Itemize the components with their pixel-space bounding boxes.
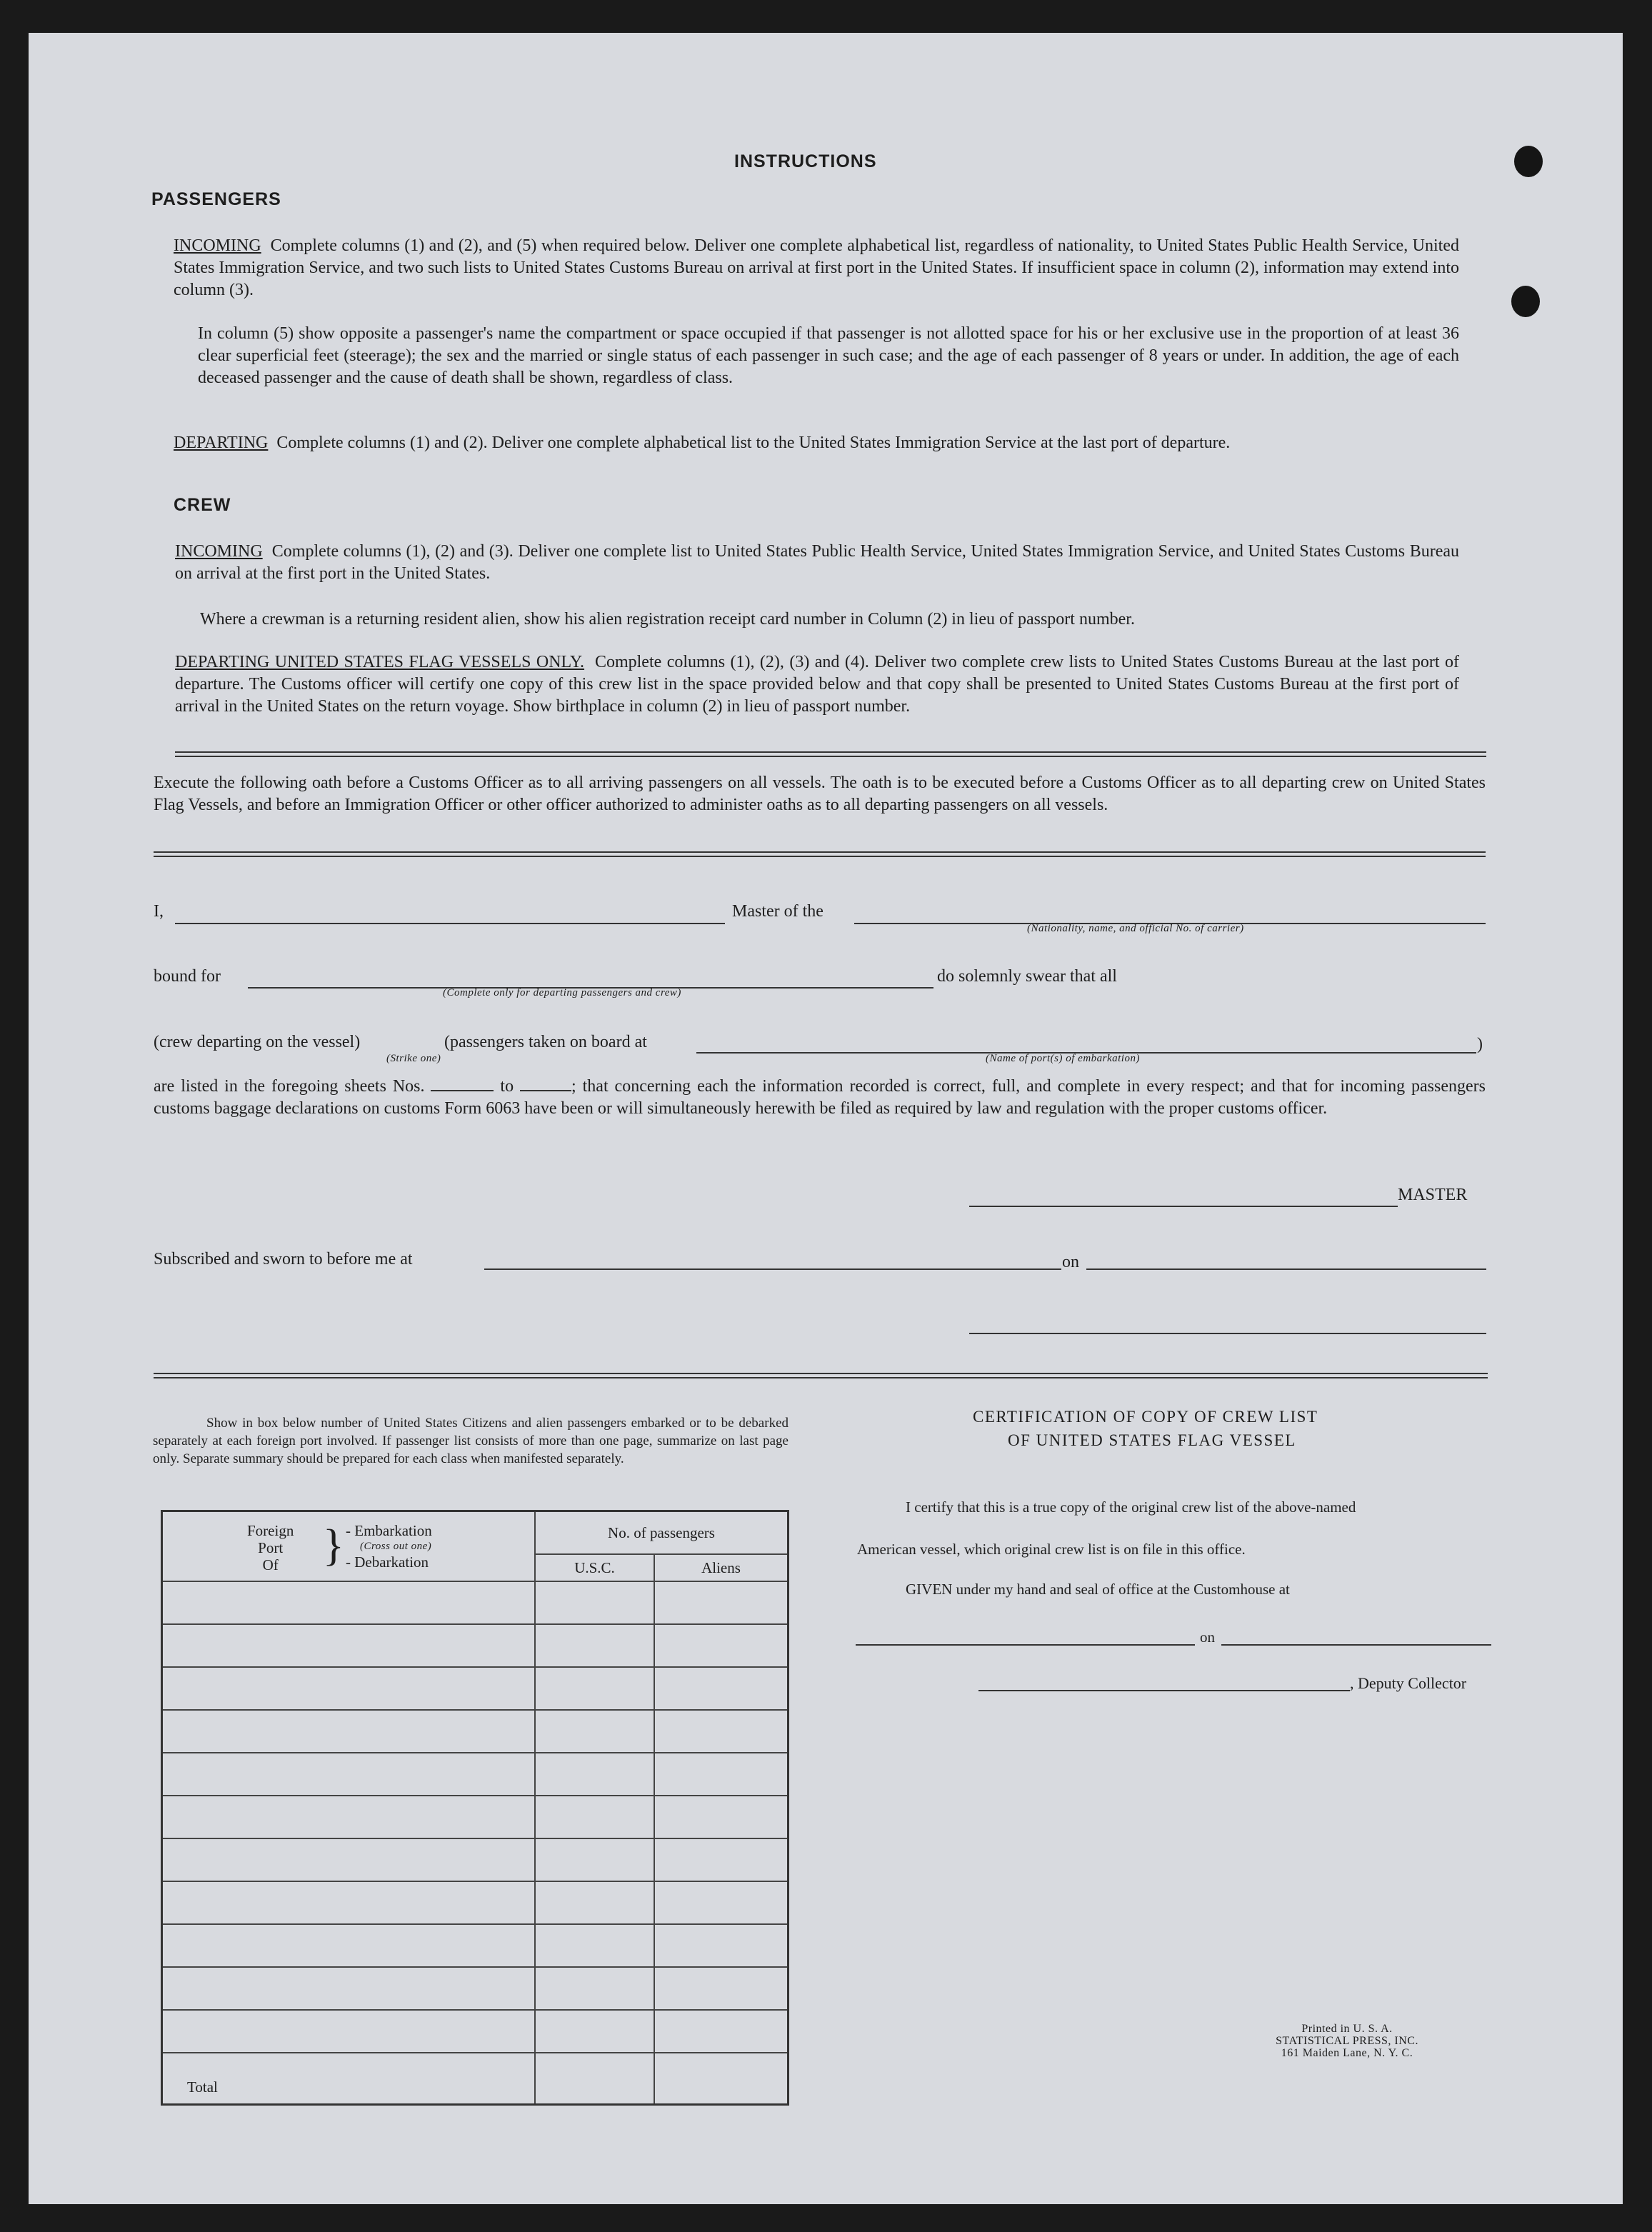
passengers-departing-label: DEPARTING bbox=[174, 434, 269, 452]
passengers-departing-text: Complete columns (1) and (2). Deliver one complete alphabetical list to the United States Immigration Service at the last port of departure. bbox=[276, 434, 1231, 452]
table-row bbox=[162, 1753, 789, 1796]
aliens-cell[interactable] bbox=[654, 1624, 789, 1667]
total-label: Total bbox=[162, 2053, 536, 2105]
master-signature-field[interactable] bbox=[969, 1206, 1398, 1207]
port-cell[interactable] bbox=[162, 1881, 536, 1924]
cross-out-caption: (Cross out one) bbox=[360, 1541, 432, 1552]
punch-hole-bottom bbox=[1511, 286, 1540, 317]
usc-cell[interactable] bbox=[535, 1924, 654, 1967]
no-passengers-header: No. of passengers bbox=[535, 1511, 789, 1555]
usc-cell[interactable] bbox=[535, 1710, 654, 1753]
certify-line-2: American vessel, which original crew list is on file in this office. bbox=[857, 1541, 1246, 1558]
passengers-incoming-text: Complete columns (1) and (2), and (5) when required below. Deliver one complete alphabetical list, regardless of nationality, to United States Public Health Service, United States Immigration Service, and two such lists to United States Customs Bureau on arrival at first port in the United States. If insufficient space in column (2), information may extend into column (3). bbox=[174, 236, 1460, 299]
divider-3 bbox=[154, 1373, 1488, 1378]
usc-cell[interactable] bbox=[535, 1581, 654, 1624]
port-cell[interactable] bbox=[162, 1667, 536, 1710]
aliens-cell[interactable] bbox=[654, 1838, 789, 1881]
passengers-incoming-paragraph bbox=[174, 235, 1459, 301]
port-label: Port bbox=[258, 1539, 284, 1556]
table-row bbox=[162, 1881, 789, 1924]
crew-departing-paragraph bbox=[175, 651, 1459, 718]
aliens-cell[interactable] bbox=[654, 1924, 789, 1967]
nationality-caption: (Nationality, name, and official No. of carrier) bbox=[1027, 923, 1244, 934]
bound-caption: (Complete only for departing passengers and crew) bbox=[443, 987, 681, 999]
port-cell[interactable] bbox=[162, 1924, 536, 1967]
summary-instructions: Show in box below number of United States Citizens and alien passengers embarked or to be debarked separately at each foreign port involved. If passenger list consists of more than one page, summarize on last page only. Separate summary should be prepared for each class when manifested separately. bbox=[153, 1416, 789, 1466]
total-usc-cell[interactable] bbox=[535, 2053, 654, 2105]
table-row bbox=[162, 1967, 789, 2010]
punch-hole-top bbox=[1514, 146, 1543, 177]
crew-incoming-label: INCOMING bbox=[175, 542, 263, 561]
certify-line-1: I certify that this is a true copy of the original crew list of the above-named bbox=[906, 1498, 1356, 1516]
port-cell[interactable] bbox=[162, 1581, 536, 1624]
usc-header: U.S.C. bbox=[535, 1554, 654, 1581]
usc-cell[interactable] bbox=[535, 1624, 654, 1667]
usc-cell[interactable] bbox=[535, 2010, 654, 2053]
sheet-from-field[interactable] bbox=[431, 1090, 494, 1091]
listed-to-label: to bbox=[500, 1077, 514, 1096]
i-label: I, bbox=[154, 902, 164, 921]
master-label: MASTER bbox=[1398, 1186, 1468, 1204]
certification-title-1: CERTIFICATION OF COPY OF CREW LIST bbox=[973, 1408, 1318, 1426]
aliens-cell[interactable] bbox=[654, 1667, 789, 1710]
table-row bbox=[162, 1667, 789, 1710]
subscribed-place-field[interactable] bbox=[484, 1268, 1061, 1270]
foreign-label: Foreign bbox=[247, 1522, 294, 1539]
printer-line-3: 161 Maiden Lane, N. Y. C. bbox=[1281, 2047, 1413, 2059]
table-row bbox=[162, 1924, 789, 1967]
port-caption: (Name of port(s) of embarkation) bbox=[986, 1053, 1140, 1064]
printer-line-2: STATISTICAL PRESS, INC. bbox=[1276, 2035, 1418, 2047]
total-row bbox=[162, 2053, 789, 2105]
close-paren: ) bbox=[1477, 1035, 1483, 1054]
port-cell[interactable] bbox=[162, 1753, 536, 1796]
divider-2 bbox=[154, 851, 1486, 857]
aliens-cell[interactable] bbox=[654, 1581, 789, 1624]
crew-heading: CREW bbox=[174, 495, 231, 515]
embarkation-label: - Embarkation bbox=[346, 1522, 432, 1539]
sheet-to-field[interactable] bbox=[520, 1090, 571, 1091]
passengers-incoming-label: INCOMING bbox=[174, 236, 261, 255]
usc-cell[interactable] bbox=[535, 1967, 654, 2010]
strike-caption: (Strike one) bbox=[386, 1053, 441, 1064]
cert-date-field[interactable] bbox=[1221, 1644, 1491, 1646]
port-cell[interactable] bbox=[162, 2010, 536, 2053]
officer-signature-field[interactable] bbox=[969, 1333, 1486, 1334]
port-cell[interactable] bbox=[162, 1967, 536, 2010]
aliens-cell[interactable] bbox=[654, 1753, 789, 1796]
brace-icon: } bbox=[323, 1521, 344, 1570]
customhouse-field[interactable] bbox=[856, 1644, 1195, 1646]
port-header-cell bbox=[162, 1511, 536, 1582]
passengers-heading: PASSENGERS bbox=[151, 189, 281, 209]
deputy-signature-field[interactable] bbox=[978, 1690, 1350, 1691]
crew-incoming-paragraph bbox=[175, 541, 1459, 585]
table-row bbox=[162, 1838, 789, 1881]
passenger-summary-table bbox=[161, 1510, 789, 2106]
subscribed-label: Subscribed and sworn to before me at bbox=[154, 1250, 413, 1268]
port-cell[interactable] bbox=[162, 1796, 536, 1838]
master-of-label: Master of the bbox=[732, 902, 824, 921]
port-cell[interactable] bbox=[162, 1710, 536, 1753]
column5-paragraph: In column (5) show opposite a passenger's name the compartment or space occupied if that passenger is not allotted space for his or her exclusive use in the proportion of at least 36 clear superficial feet (steerage); the sex and the married or single status of each passenger in such case; and the age of each passenger of 8 years or under. In addition, the age of each deceased passenger and the cause of death shall be shown, regardless of class. bbox=[198, 324, 1459, 387]
bound-for-label: bound for bbox=[154, 967, 221, 986]
table-row bbox=[162, 2010, 789, 2053]
passengers-departing-paragraph bbox=[174, 432, 1459, 454]
port-cell[interactable] bbox=[162, 1838, 536, 1881]
instructions-title: INSTRUCTIONS bbox=[734, 151, 877, 171]
aliens-header: Aliens bbox=[654, 1554, 789, 1581]
master-name-field[interactable] bbox=[175, 923, 725, 924]
swear-label: do solemnly swear that all bbox=[937, 967, 1117, 986]
crew-incoming-text: Complete columns (1), (2) and (3). Deliver one complete list to United States Public Health Service, United States Immigration Service, and United States Customs Bureau on arrival at the first port in the United States. bbox=[175, 542, 1460, 583]
table-row bbox=[162, 1581, 789, 1624]
usc-cell[interactable] bbox=[535, 1796, 654, 1838]
usc-cell[interactable] bbox=[535, 1667, 654, 1710]
deputy-collector-label: , Deputy Collector bbox=[1350, 1674, 1467, 1692]
aliens-cell[interactable] bbox=[654, 1796, 789, 1838]
usc-cell[interactable] bbox=[535, 1881, 654, 1924]
table-row bbox=[162, 1710, 789, 1753]
usc-cell[interactable] bbox=[535, 1838, 654, 1881]
crew-departing-option[interactable]: (crew departing on the vessel) bbox=[154, 1033, 361, 1051]
printer-line-1: Printed in U. S. A. bbox=[1301, 2023, 1393, 2035]
of-label: Of bbox=[262, 1556, 279, 1573]
passengers-taken-option[interactable]: (passengers taken on board at bbox=[444, 1033, 647, 1051]
crew-resident-paragraph: Where a crewman is a returning resident alien, show his alien registration receipt card number in Column (2) in lieu of passport number. bbox=[200, 610, 1135, 629]
debarkation-label: - Debarkation bbox=[346, 1553, 429, 1571]
port-cell[interactable] bbox=[162, 1624, 536, 1667]
table-row bbox=[162, 1624, 789, 1667]
certify-line-3: GIVEN under my hand and seal of office at the Customhouse at bbox=[906, 1581, 1290, 1598]
subscribed-date-field[interactable] bbox=[1086, 1268, 1486, 1270]
crew-departing-text: Complete columns (1), (2), (3) and (4). Deliver two complete crew lists to United States Customs Bureau at the last port of departure. The Customs officer will certify one copy of this crew list in the space provided below and that copy shall be presented to United States Customs Bureau at the first port of arrival in the United States on the return voyage. Show birthplace in column (2) in lieu of passport number. bbox=[175, 653, 1459, 716]
crew-departing-label: DEPARTING UNITED STATES FLAG VESSELS ONLY. bbox=[175, 653, 585, 671]
table-row bbox=[162, 1796, 789, 1838]
oath-intro: Execute the following oath before a Customs Officer as to all arriving passengers on all vessels. The oath is to be executed before a Customs Officer as to all departing crew on United States Flag Vessels, and before an Immigration Officer or other officer authorized to administer oaths as to all departing passengers on all vessels. bbox=[154, 774, 1486, 814]
subscribed-on-label: on bbox=[1062, 1253, 1079, 1271]
certification-title-2: OF UNITED STATES FLAG VESSEL bbox=[1008, 1431, 1296, 1449]
listed-text-b: ; that concerning each the information recorded is correct, full, and complete in every respect; and that for incoming passengers customs baggage declarations on customs Form 6063 have been or will simultaneously herewith be filed as required by law and regulation with the proper customs officer. bbox=[154, 1077, 1486, 1118]
aliens-cell[interactable] bbox=[654, 2010, 789, 2053]
cert-on-label: on bbox=[1200, 1628, 1215, 1646]
listed-paragraph bbox=[154, 1076, 1486, 1120]
divider-1 bbox=[175, 751, 1486, 757]
printer-imprint bbox=[1264, 2023, 1430, 2059]
aliens-cell[interactable] bbox=[654, 1710, 789, 1753]
total-aliens-cell[interactable] bbox=[654, 2053, 789, 2105]
usc-cell[interactable] bbox=[535, 1753, 654, 1796]
aliens-cell[interactable] bbox=[654, 1967, 789, 2010]
aliens-cell[interactable] bbox=[654, 1881, 789, 1924]
listed-text-a: are listed in the foregoing sheets Nos. bbox=[154, 1077, 425, 1096]
